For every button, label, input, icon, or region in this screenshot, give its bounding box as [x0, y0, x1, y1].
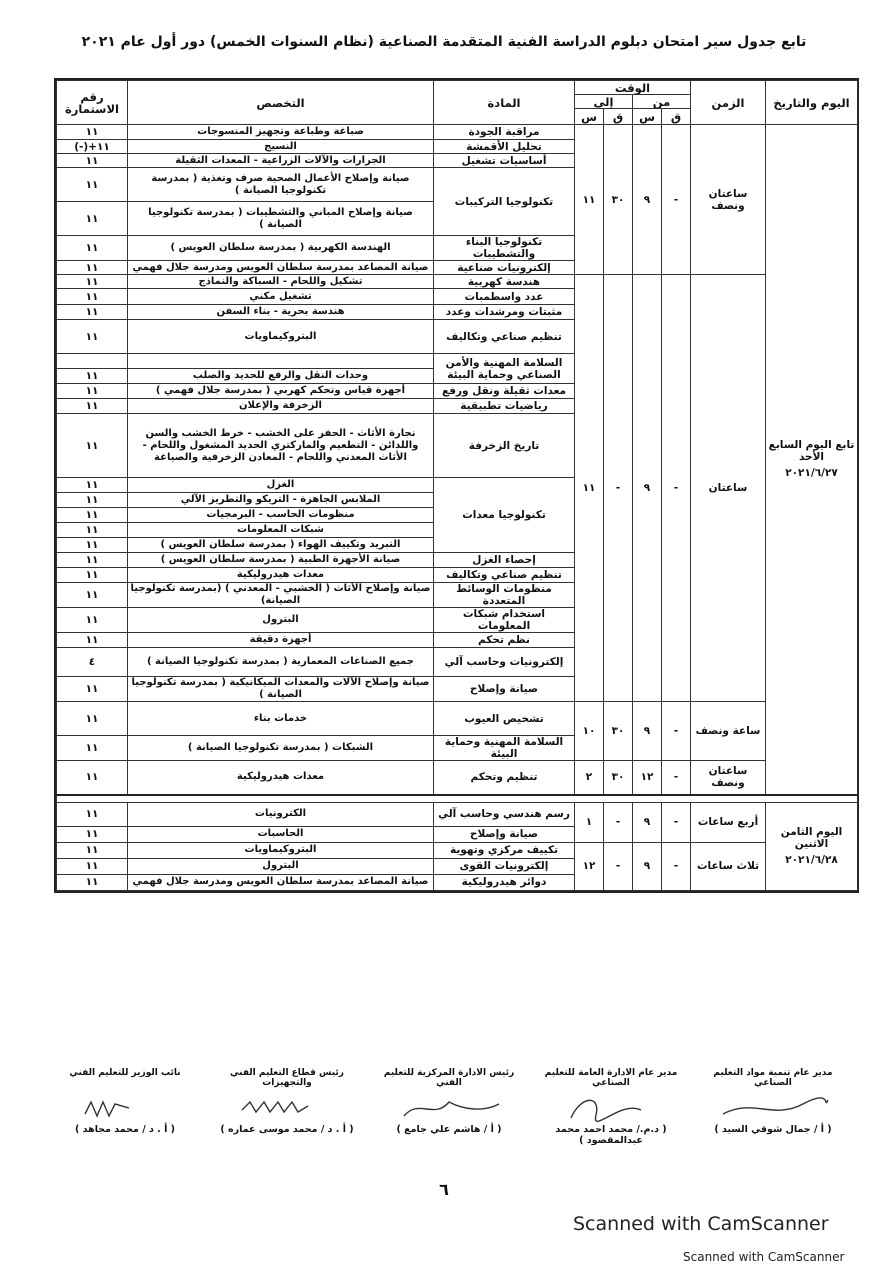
- form-number-cell: ١١: [57, 826, 128, 842]
- subject-cell: إلكترونيات وحاسب آلي: [434, 648, 575, 677]
- form-number-cell: ١١: [57, 154, 128, 168]
- form-number-cell: ١١: [57, 493, 128, 508]
- form-number-cell: ١١: [57, 553, 128, 568]
- day-cell: [766, 125, 858, 795]
- subject-cell: إحصاء الغزل: [434, 553, 575, 568]
- duration-cell: ثلاث ساعات: [691, 842, 766, 890]
- from-hour: ٩: [633, 275, 662, 702]
- page-number: ٦: [439, 1180, 449, 1199]
- to-hour: ١٠: [575, 702, 604, 761]
- signature-name: ( أ / جمال شوقي السيد ): [714, 1124, 832, 1135]
- spec-cell: أجهزة دقيقة: [128, 633, 434, 648]
- form-number-cell: ١١: [57, 289, 128, 305]
- spec-cell: وحدات النقل والرفع للحديد والصلب: [128, 369, 434, 384]
- exam-schedule-table: [54, 78, 859, 893]
- header-subject: المادة: [434, 81, 575, 125]
- subject-cell: أساسيات تشغيل: [434, 154, 575, 168]
- to-minutes: -: [604, 842, 633, 890]
- spec-cell: شبكات المعلومات: [128, 523, 434, 538]
- form-number-cell: ١١: [57, 702, 128, 736]
- day-label: تابع اليوم السابع الأحد: [768, 439, 855, 464]
- signature-block: [50, 1068, 200, 1148]
- spec-cell: خدمات بناء: [128, 702, 434, 736]
- from-minutes: -: [662, 761, 691, 795]
- subject-cell: تاريخ الزخرفة: [434, 414, 575, 478]
- signature-block: [212, 1068, 362, 1148]
- form-number-cell: ١١: [57, 414, 128, 478]
- spec-cell: الجرارات والآلات الزراعية - المعدات الثقيلة: [128, 154, 434, 168]
- subject-cell: مراقبة الجودة: [434, 125, 575, 140]
- to-minutes: ٣٠: [604, 702, 633, 761]
- spec-cell: صيانة الأجهزة الطبية ( بمدرسة سلطان العويس ): [128, 553, 434, 568]
- form-number-cell: ١١: [57, 384, 128, 399]
- table-row: [57, 702, 858, 736]
- spec-cell: البتروكيماويات: [128, 320, 434, 354]
- header-form: رقم الاستمارة: [57, 81, 128, 125]
- spec-cell: صيانة وإصلاح الأعمال الصحية صرف وتغذية ( بمدرسة تكنولوجيا الصيانة ): [128, 168, 434, 202]
- page-title: تابع جدول سير امتحان دبلوم الدراسة الفنية المتقدمة الصناعية (نظام السنوات الخمس) دور أول عام ٢٠٢١: [81, 34, 807, 50]
- signature-name: ( د.م./ محمد احمد محمد عبدالمقصود ): [555, 1124, 667, 1146]
- spec-cell: تشكيل واللحام - السباكة والنماذج: [128, 275, 434, 289]
- signature-scribble: [698, 1090, 848, 1124]
- from-hour: ٩: [633, 842, 662, 890]
- spec-cell: صباغة وطباعة وتجهيز المنسوجات: [128, 125, 434, 140]
- form-number-cell: ١١: [57, 125, 128, 140]
- spec-cell: الكترونيات: [128, 802, 434, 826]
- spec-cell: الغزل: [128, 478, 434, 493]
- to-hour: ١٢: [575, 842, 604, 890]
- table-row: [57, 761, 858, 795]
- subject-cell: نظم تحكم: [434, 633, 575, 648]
- to-hour: ٢: [575, 761, 604, 795]
- spec-cell: النسيج: [128, 140, 434, 154]
- subject-cell: عدد واسطمبات: [434, 289, 575, 305]
- spec-cell: صيانة المصاعد بمدرسة سلطان العويس ومدرسة جلال فهمي: [128, 874, 434, 890]
- subject-cell: تحليل الأقمشة: [434, 140, 575, 154]
- signature-name: ( أ . د / محمد مجاهد ): [74, 1124, 175, 1135]
- form-number-cell: ١١: [57, 583, 128, 608]
- subject-cell: تشخيص العيوب: [434, 702, 575, 736]
- form-number-cell: ١١: [57, 261, 128, 275]
- spec-cell: أجهزة قياس وتحكم كهربي ( بمدرسة جلال فهمي ): [128, 384, 434, 399]
- duration-cell: ساعة ونصف: [691, 702, 766, 761]
- spec-cell: صيانة المصاعد بمدرسة سلطان العويس ومدرسة جلال فهمي: [128, 261, 434, 275]
- subject-cell: السلامة المهنية والأمن الصناعي وحماية البيئة: [434, 354, 575, 384]
- header-duration: الزمن: [691, 81, 766, 125]
- signature-scribble: [536, 1090, 686, 1124]
- subject-cell: السلامة المهنية وحماية البيئة: [434, 736, 575, 761]
- spec-cell: الملابس الجاهزة - التريكو والتطريز الآلي: [128, 493, 434, 508]
- schedule-grid: [56, 80, 858, 891]
- spec-cell: نجارة الأثاث - الحفر على الخشب - خرط الخشب والسن واللدائن - التطعيم والماركتري الحديد المشغول واللحام - الأثاث المعدني واللحام - المعادن الزخرفية والصياغة: [128, 414, 434, 478]
- to-hour: ١١: [575, 275, 604, 702]
- subject-cell: صيانة وإصلاح: [434, 677, 575, 702]
- subject-cell: تنظيم صناعي وتكاليف: [434, 568, 575, 583]
- form-number-cell: ١١: [57, 320, 128, 354]
- spec-cell: جميع الصناعات المعمارية ( بمدرسة تكنولوجيا الصيانة ): [128, 648, 434, 677]
- to-minutes: -: [604, 275, 633, 702]
- subject-cell: تكييف مركزي وتهوية: [434, 842, 575, 858]
- from-hour: ١٢: [633, 761, 662, 795]
- schedule-body: [57, 125, 858, 891]
- spec-cell: البترول: [128, 858, 434, 874]
- form-number-cell: ١١: [57, 305, 128, 320]
- subject-cell: رياضيات تطبيقية: [434, 399, 575, 414]
- subject-cell: معدات ثقيلة ونقل ورفع: [434, 384, 575, 399]
- from-minutes: -: [662, 802, 691, 842]
- spec-cell: صيانة وإصلاح المباني والتشطيبات ( بمدرسة تكنولوجيا الصيانة ): [128, 202, 434, 236]
- signature-role: مدير عام الادارة العامة للتعليم الصناعي: [544, 1068, 678, 1088]
- spec-cell: تشغيل مكني: [128, 289, 434, 305]
- spec-cell: الزخرفة والإعلان: [128, 399, 434, 414]
- header-to-q: ق: [604, 109, 633, 125]
- signature-role: رئيس قطاع التعليم الفني والتجهيزات: [230, 1068, 344, 1088]
- scanner-watermark-small: Scanned with CamScanner: [683, 1250, 845, 1264]
- form-number-cell: ١١: [57, 858, 128, 874]
- subject-cell: استخدام شبكات المعلومات: [434, 608, 575, 633]
- header-from-q: ق: [662, 109, 691, 125]
- form-number-cell: ١١: [57, 608, 128, 633]
- header-from-s: س: [633, 109, 662, 125]
- subject-cell: تنظيم صناعي وتكاليف: [434, 320, 575, 354]
- spec-cell: صيانة وإصلاح الآلات والمعدات الميكانيكية ( بمدرسة تكنولوجيا الصيانة ): [128, 677, 434, 702]
- form-number-cell: ١١: [57, 369, 128, 384]
- spec-cell: معدات هيدروليكية: [128, 761, 434, 795]
- duration-cell: ساعتان: [691, 275, 766, 702]
- form-number-cell: ١١: [57, 842, 128, 858]
- day-label: اليوم الثامن الاثنين: [780, 826, 843, 850]
- signature-scribble: [50, 1090, 200, 1124]
- form-number-cell: ١١: [57, 275, 128, 289]
- form-number-cell: ١١: [57, 523, 128, 538]
- duration-cell: أربع ساعات: [691, 802, 766, 842]
- signature-scribble: [212, 1090, 362, 1124]
- form-number-cell: ١١: [57, 633, 128, 648]
- subject-cell: دوائر هيدروليكية: [434, 874, 575, 890]
- to-minutes: ٣٠: [604, 761, 633, 795]
- signature-name: ( أ / هاشم علي جامع ): [396, 1124, 502, 1135]
- separator-cell: [57, 795, 858, 803]
- signature-block: [536, 1068, 686, 1148]
- form-number-cell: ١١: [57, 677, 128, 702]
- subject-cell: إلكترونيات صناعية: [434, 261, 575, 275]
- spec-cell: الشبكات ( بمدرسة تكنولوجيا الصيانة ): [128, 736, 434, 761]
- spec-cell: الحاسبات: [128, 826, 434, 842]
- from-minutes: -: [662, 702, 691, 761]
- subject-cell: تنظيم وتحكم: [434, 761, 575, 795]
- signature-name: ( أ . د / محمد موسى عماره ): [220, 1124, 354, 1135]
- form-number-cell: ١١+(-): [57, 140, 128, 154]
- subject-cell: تكنولوجيا التركيبات: [434, 168, 575, 236]
- duration-cell: ساعتان ونصف: [691, 761, 766, 795]
- signatures: [50, 1068, 848, 1148]
- subject-cell: رسم هندسي وحاسب آلي: [434, 802, 575, 826]
- subject-cell: هندسة كهربية: [434, 275, 575, 289]
- day-date: ٢٠٢١/٦/٢٧: [785, 467, 838, 480]
- duration-cell: ساعتان ونصف: [691, 125, 766, 275]
- scanner-watermark: Scanned with CamScanner: [573, 1213, 829, 1235]
- to-minutes: ٣٠: [604, 125, 633, 275]
- signature-role: رئيس الادارة المركزية للتعليم الفني: [383, 1068, 515, 1088]
- header-to: إلى: [575, 95, 633, 109]
- subject-cell: صيانة وإصلاح: [434, 826, 575, 842]
- form-number-cell: ١١: [57, 874, 128, 890]
- spec-cell: [128, 354, 434, 369]
- header-day: اليوم والتاريخ: [766, 81, 858, 125]
- from-minutes: -: [662, 842, 691, 890]
- signature-role: نائب الوزير للتعليم الفني: [69, 1068, 181, 1078]
- table-row: [57, 842, 858, 858]
- spec-cell: البتروكيماويات: [128, 842, 434, 858]
- form-number-cell: [57, 354, 128, 369]
- from-minutes: -: [662, 275, 691, 702]
- form-number-cell: ١١: [57, 802, 128, 826]
- spec-cell: الهندسة الكهربية ( بمدرسة سلطان العويس ): [128, 236, 434, 261]
- form-number-cell: ١١: [57, 736, 128, 761]
- to-hour: ١١: [575, 125, 604, 275]
- subject-cell: مثبتات ومرشدات وعدد: [434, 305, 575, 320]
- subject-cell: تكنولوجيا معدات: [434, 478, 575, 553]
- day-separator: [57, 795, 858, 803]
- form-number-cell: ١١: [57, 761, 128, 795]
- form-number-cell: ١١: [57, 236, 128, 261]
- form-number-cell: ١١: [57, 538, 128, 553]
- from-hour: ٩: [633, 125, 662, 275]
- spec-cell: صيانة وإصلاح الأثاث ( الخشبي - المعدني ) (بمدرسة تكنولوجيا الصيانة): [128, 583, 434, 608]
- to-hour: ١: [575, 802, 604, 842]
- spec-cell: منظومات الحاسب - البرمجيات: [128, 508, 434, 523]
- signature-block: [374, 1068, 524, 1148]
- spec-cell: معدات هيدروليكية: [128, 568, 434, 583]
- form-number-cell: ١١: [57, 202, 128, 236]
- header-time: الوقت: [575, 81, 691, 95]
- form-number-cell: ١١: [57, 399, 128, 414]
- form-number-cell: ١١: [57, 568, 128, 583]
- from-hour: ٩: [633, 802, 662, 842]
- from-minutes: -: [662, 125, 691, 275]
- form-number-cell: ١١: [57, 168, 128, 202]
- table-row: [57, 275, 858, 289]
- subject-cell: إلكترونيات القوى: [434, 858, 575, 874]
- subject-cell: تكنولوجيا البناء والتشطيبات: [434, 236, 575, 261]
- from-hour: ٩: [633, 702, 662, 761]
- spec-cell: التبريد وتكييف الهواء ( بمدرسة سلطان العويس ): [128, 538, 434, 553]
- day-cell: [766, 802, 858, 890]
- subject-cell: منظومات الوسائط المتعددة: [434, 583, 575, 608]
- day-date: ٢٠٢١/٦/٢٨: [785, 854, 838, 866]
- signature-role: مدير عام تنمية مواد التعليم الصناعي: [713, 1068, 833, 1088]
- to-minutes: -: [604, 802, 633, 842]
- header-to-s: س: [575, 109, 604, 125]
- form-number-cell: ١١: [57, 508, 128, 523]
- spec-cell: هندسة بحرية - بناء السفن: [128, 305, 434, 320]
- spec-cell: البترول: [128, 608, 434, 633]
- table-row: [57, 802, 858, 826]
- signature-block: [698, 1068, 848, 1148]
- form-number-cell: ١١: [57, 478, 128, 493]
- header-spec: التخصص: [128, 81, 434, 125]
- table-row: [57, 125, 858, 140]
- signature-scribble: [374, 1090, 524, 1124]
- header-from: من: [633, 95, 691, 109]
- form-number-cell: ٤: [57, 648, 128, 677]
